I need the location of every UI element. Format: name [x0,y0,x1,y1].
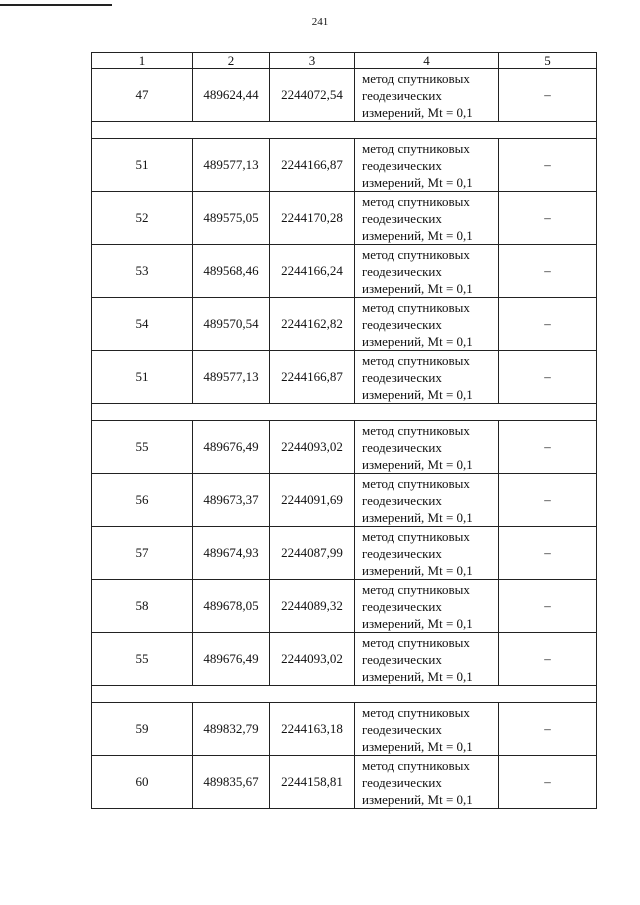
point-number-cell: 60 [92,756,193,809]
method-line: измерений, Mt = 0,1 [362,562,473,578]
x-coordinate-cell: 489835,67 [193,756,270,809]
method-line: геодезических [362,774,442,790]
method-line: геодезических [362,545,442,561]
table-row [92,580,597,633]
y-coordinate-cell: 2244093,02 [270,421,355,474]
header-cell-5: 5 [499,53,597,69]
method-line: измерений, Mt = 0,1 [362,174,473,190]
header-cell-3: 3 [270,53,355,69]
method-cell [355,703,499,756]
method-line: метод спутниковых [362,704,470,720]
table-row [92,69,597,122]
method-cell [355,245,499,298]
method-line: измерений, Mt = 0,1 [362,227,473,243]
table-row [92,192,597,245]
method-line: измерений, Mt = 0,1 [362,280,473,296]
header-cell-2: 2 [193,53,270,69]
note-cell: – [499,756,597,809]
x-coordinate-cell: 489577,13 [193,351,270,404]
method-line: метод спутниковых [362,634,470,650]
method-line: геодезических [362,263,442,279]
separator-row [92,404,597,421]
y-coordinate-cell: 2244093,02 [270,633,355,686]
method-line: геодезических [362,439,442,455]
note-cell: – [499,351,597,404]
note-cell: – [499,298,597,351]
page-number: 241 [311,16,329,28]
method-line: геодезических [362,87,442,103]
separator-cell [92,122,597,139]
coordinates-table [91,52,597,809]
table-row [92,474,597,527]
point-number-cell: 47 [92,69,193,122]
method-line: геодезических [362,721,442,737]
table-row [92,527,597,580]
method-cell [355,139,499,192]
table-row [92,298,597,351]
x-coordinate-cell: 489832,79 [193,703,270,756]
y-coordinate-cell: 2244162,82 [270,298,355,351]
method-line: измерений, Mt = 0,1 [362,615,473,631]
table-row [92,139,597,192]
x-coordinate-cell: 489678,05 [193,580,270,633]
table-row [92,756,597,809]
method-line: геодезических [362,369,442,385]
method-cell [355,756,499,809]
table-row [92,245,597,298]
method-cell [355,580,499,633]
method-line: измерений, Mt = 0,1 [362,456,473,472]
method-line: метод спутниковых [362,70,470,86]
method-line: измерений, Mt = 0,1 [362,791,473,807]
method-line: метод спутниковых [362,246,470,262]
point-number-cell: 55 [92,633,193,686]
y-coordinate-cell: 2244091,69 [270,474,355,527]
y-coordinate-cell: 2244170,28 [270,192,355,245]
y-coordinate-cell: 2244166,87 [270,139,355,192]
method-line: метод спутниковых [362,757,470,773]
top-rule [0,4,112,6]
note-cell: – [499,421,597,474]
point-number-cell: 58 [92,580,193,633]
method-line: измерений, Mt = 0,1 [362,333,473,349]
note-cell: – [499,139,597,192]
method-line: метод спутниковых [362,299,470,315]
x-coordinate-cell: 489568,46 [193,245,270,298]
method-line: метод спутниковых [362,475,470,491]
method-line: метод спутниковых [362,352,470,368]
method-line: измерений, Mt = 0,1 [362,738,473,754]
point-number-cell: 51 [92,139,193,192]
method-line: измерений, Mt = 0,1 [362,386,473,402]
header-cell-4: 4 [355,53,499,69]
note-cell: – [499,527,597,580]
table-body [92,53,597,809]
note-cell: – [499,69,597,122]
x-coordinate-cell: 489673,37 [193,474,270,527]
point-number-cell: 51 [92,351,193,404]
method-cell [355,474,499,527]
point-number-cell: 54 [92,298,193,351]
x-coordinate-cell: 489674,93 [193,527,270,580]
point-number-cell: 56 [92,474,193,527]
header-cell-1: 1 [92,53,193,69]
y-coordinate-cell: 2244163,18 [270,703,355,756]
separator-cell [92,404,597,421]
header-row [92,53,597,69]
method-line: измерений, Mt = 0,1 [362,509,473,525]
point-number-cell: 57 [92,527,193,580]
x-coordinate-cell: 489575,05 [193,192,270,245]
x-coordinate-cell: 489570,54 [193,298,270,351]
table-row [92,633,597,686]
method-cell [355,298,499,351]
y-coordinate-cell: 2244166,24 [270,245,355,298]
x-coordinate-cell: 489624,44 [193,69,270,122]
x-coordinate-cell: 489676,49 [193,633,270,686]
y-coordinate-cell: 2244166,87 [270,351,355,404]
method-cell [355,351,499,404]
note-cell: – [499,192,597,245]
method-line: метод спутниковых [362,193,470,209]
method-line: метод спутниковых [362,581,470,597]
y-coordinate-cell: 2244072,54 [270,69,355,122]
table-row [92,703,597,756]
method-line: геодезических [362,316,442,332]
note-cell: – [499,703,597,756]
method-line: измерений, Mt = 0,1 [362,104,473,120]
y-coordinate-cell: 2244089,32 [270,580,355,633]
note-cell: – [499,633,597,686]
method-cell [355,527,499,580]
point-number-cell: 53 [92,245,193,298]
y-coordinate-cell: 2244158,81 [270,756,355,809]
separator-row [92,122,597,139]
note-cell: – [499,580,597,633]
method-line: геодезических [362,492,442,508]
method-cell [355,69,499,122]
method-line: метод спутниковых [362,422,470,438]
method-line: метод спутниковых [362,140,470,156]
note-cell: – [499,245,597,298]
method-cell [355,633,499,686]
point-number-cell: 52 [92,192,193,245]
separator-row [92,686,597,703]
table-row [92,351,597,404]
method-cell [355,421,499,474]
method-cell [355,192,499,245]
method-line: геодезических [362,598,442,614]
table-row [92,421,597,474]
point-number-cell: 59 [92,703,193,756]
method-line: геодезических [362,210,442,226]
point-number-cell: 55 [92,421,193,474]
x-coordinate-cell: 489577,13 [193,139,270,192]
method-line: измерений, Mt = 0,1 [362,668,473,684]
y-coordinate-cell: 2244087,99 [270,527,355,580]
note-cell: – [499,474,597,527]
x-coordinate-cell: 489676,49 [193,421,270,474]
method-line: геодезических [362,651,442,667]
method-line: метод спутниковых [362,528,470,544]
separator-cell [92,686,597,703]
method-line: геодезических [362,157,442,173]
